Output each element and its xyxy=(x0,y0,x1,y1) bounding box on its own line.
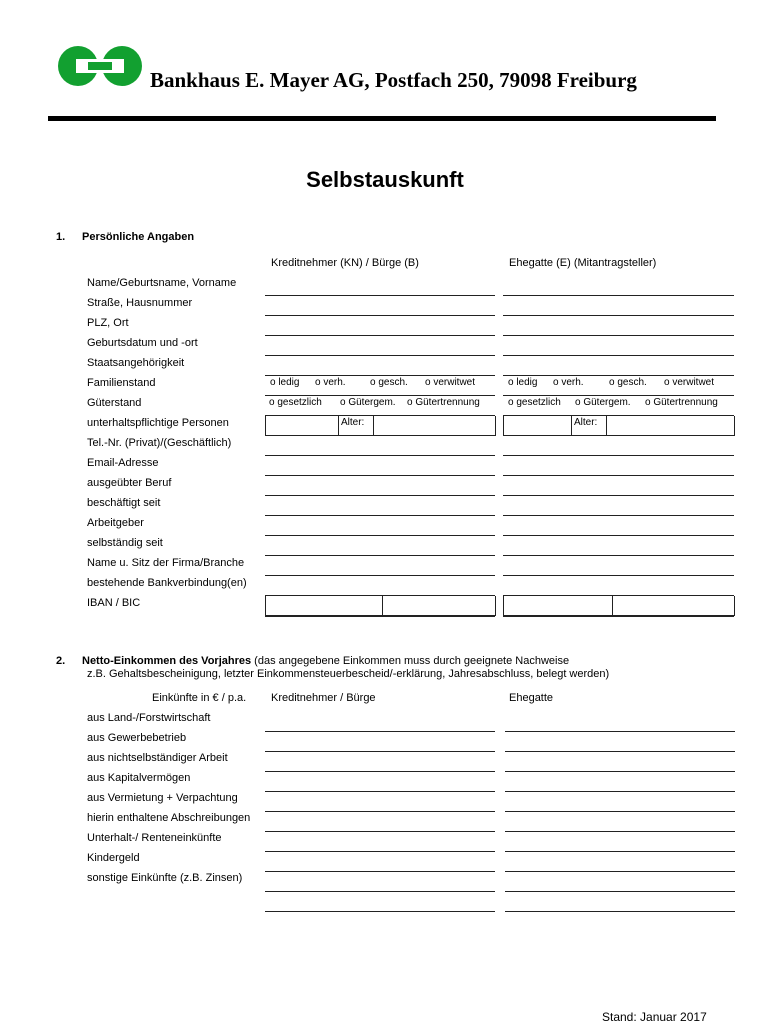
income-input-line-kn[interactable] xyxy=(265,831,495,832)
income-col-kreditnehmer: Kreditnehmer / Bürge xyxy=(271,692,376,704)
income-label: hierin enthaltene Abschreibungen xyxy=(87,812,251,824)
field-label: Name u. Sitz der Firma/Branche xyxy=(87,557,245,569)
bank-logo xyxy=(58,46,142,86)
section2-note-1: (das angegebene Einkommen muss durch geeignete Nachweise xyxy=(251,655,570,667)
input-line-e[interactable] xyxy=(503,475,734,476)
income-input-line-e[interactable] xyxy=(505,831,735,832)
alter-box-border xyxy=(373,416,374,436)
income-input-line-e[interactable] xyxy=(505,771,735,772)
section2-number: 2. xyxy=(56,655,66,667)
field-label: Name/Geburtsname, Vorname xyxy=(87,277,237,289)
income-input-line-kn[interactable] xyxy=(265,771,495,772)
field-label: Geburtsdatum und -ort xyxy=(87,337,198,349)
footer-stand: Stand: Januar 2017 xyxy=(602,1010,707,1024)
input-line-e[interactable] xyxy=(503,595,734,596)
income-label: sonstige Einkünfte (z.B. Zinsen) xyxy=(87,872,243,884)
field-label: Tel.-Nr. (Privat)/(Geschäftlich) xyxy=(87,437,232,449)
input-line-kn[interactable] xyxy=(265,435,495,436)
income-input-line-kn[interactable] xyxy=(265,791,495,792)
alter-box-border xyxy=(338,416,339,436)
iban-bottom-line xyxy=(503,616,734,617)
field-label: Güterstand xyxy=(87,397,142,409)
input-line-kn[interactable] xyxy=(265,315,495,316)
col-header-kreditnehmer: Kreditnehmer (KN) / Bürge (B) xyxy=(271,257,419,269)
input-line-kn[interactable] xyxy=(265,355,495,356)
income-input-line-e[interactable] xyxy=(505,731,735,732)
gueterstand-option[interactable]: o Gütergem. xyxy=(575,397,631,408)
gueterstand-option[interactable]: o gesetzlich xyxy=(508,397,561,408)
familienstand-option[interactable]: o ledig xyxy=(508,377,538,388)
gueterstand-option[interactable]: o Gütertrennung xyxy=(645,397,718,408)
income-input-line-kn[interactable] xyxy=(265,751,495,752)
alter-box-border xyxy=(503,416,504,436)
input-line-kn[interactable] xyxy=(265,555,495,556)
familienstand-option[interactable]: o verh. xyxy=(553,377,584,388)
alter-box-border xyxy=(571,416,572,436)
income-input-line-kn[interactable] xyxy=(265,871,495,872)
gueterstand-option[interactable]: o gesetzlich xyxy=(269,397,322,408)
input-line-e[interactable] xyxy=(503,435,734,436)
field-label: bestehende Bankverbindung(en) xyxy=(87,577,247,589)
alter-box-border xyxy=(734,416,735,436)
field-label: IBAN / BIC xyxy=(87,597,141,609)
field-label: selbständig seit xyxy=(87,537,163,549)
gueterstand-option[interactable]: o Gütertrennung xyxy=(407,397,480,408)
input-line-e[interactable] xyxy=(503,455,734,456)
input-line-e[interactable] xyxy=(503,495,734,496)
alter-box-border xyxy=(606,416,607,436)
income-input-line-e[interactable] xyxy=(505,911,735,912)
income-label: aus nichtselbständiger Arbeit xyxy=(87,752,228,764)
familienstand-option[interactable]: o gesch. xyxy=(609,377,647,388)
gueterstand-option[interactable]: o Gütergem. xyxy=(340,397,396,408)
field-label: Straße, Hausnummer xyxy=(87,297,193,309)
field-label: PLZ, Ort xyxy=(87,317,129,329)
bank-address: Bankhaus E. Mayer AG, Postfach 250, 79098 Freiburg xyxy=(150,68,637,92)
familienstand-option[interactable]: o verwitwet xyxy=(425,377,476,388)
field-label: Email-Adresse xyxy=(87,457,159,469)
iban-cell-divider xyxy=(495,596,496,616)
input-line-kn[interactable] xyxy=(265,415,495,416)
familienstand-option[interactable]: o gesch. xyxy=(370,377,408,388)
income-input-line-kn[interactable] xyxy=(265,891,495,892)
iban-cell-divider xyxy=(503,596,504,616)
section2-heading-line xyxy=(82,655,569,667)
section2-heading: Netto-Einkommen des Vorjahres xyxy=(82,655,252,667)
income-col-ehegatte: Ehegatte xyxy=(509,692,554,704)
input-line-e[interactable] xyxy=(503,315,734,316)
input-line-e[interactable] xyxy=(503,295,734,296)
input-line-kn[interactable] xyxy=(265,375,495,376)
header-divider xyxy=(48,116,716,121)
iban-cell-divider xyxy=(265,596,266,616)
income-input-line-e[interactable] xyxy=(505,751,735,752)
iban-cell-divider xyxy=(734,596,735,616)
income-input-line-e[interactable] xyxy=(505,791,735,792)
alter-label: Alter: xyxy=(574,417,598,428)
alter-label: Alter: xyxy=(341,417,365,428)
income-label: aus Land-/Forstwirtschaft xyxy=(87,712,211,724)
field-label: beschäftigt seit xyxy=(87,497,161,509)
input-line-e[interactable] xyxy=(503,415,734,416)
field-label: ausgeübter Beruf xyxy=(87,477,172,489)
col-header-ehegatte: Ehegatte (E) (Mitantragsteller) xyxy=(509,257,657,269)
income-input-line-e[interactable] xyxy=(505,851,735,852)
input-line-kn[interactable] xyxy=(265,515,495,516)
input-line-e[interactable] xyxy=(503,395,734,396)
field-label: unterhaltspflichtige Personen xyxy=(87,417,229,429)
page-title: Selbstauskunft xyxy=(306,167,464,192)
income-label: aus Gewerbebetrieb xyxy=(87,732,187,744)
income-input-line-kn[interactable] xyxy=(265,731,495,732)
input-line-e[interactable] xyxy=(503,535,734,536)
section1-heading: Persönliche Angaben xyxy=(82,231,195,243)
familienstand-option[interactable]: o ledig xyxy=(270,377,300,388)
iban-bottom-line xyxy=(265,616,495,617)
input-line-e[interactable] xyxy=(503,515,734,516)
field-label: Arbeitgeber xyxy=(87,517,144,529)
income-input-line-kn[interactable] xyxy=(265,811,495,812)
field-label: Familienstand xyxy=(87,377,156,389)
input-line-kn[interactable] xyxy=(265,475,495,476)
income-label: Kindergeld xyxy=(87,852,140,864)
input-line-e[interactable] xyxy=(503,575,734,576)
iban-cell-divider xyxy=(612,596,613,616)
income-input-line-e[interactable] xyxy=(505,891,735,892)
income-label: aus Vermietung + Verpachtung xyxy=(87,792,238,804)
familienstand-option[interactable]: o verwitwet xyxy=(664,377,715,388)
alter-box-border xyxy=(265,416,266,436)
input-line-e[interactable] xyxy=(503,335,734,336)
income-input-line-kn[interactable] xyxy=(265,911,495,912)
input-line-kn[interactable] xyxy=(265,455,495,456)
income-input-line-e[interactable] xyxy=(505,871,735,872)
input-line-e[interactable] xyxy=(503,355,734,356)
income-input-line-kn[interactable] xyxy=(265,851,495,852)
input-line-kn[interactable] xyxy=(265,595,495,596)
input-line-kn[interactable] xyxy=(265,395,495,396)
section2-note-2: z.B. Gehaltsbescheinigung, letzter Einkommensteuerbescheid/-erklärung, Jahresabschluss, belegt werden) xyxy=(87,668,610,680)
income-label: Unterhalt-/ Renteneinkünfte xyxy=(87,832,222,844)
field-label: Staatsangehörigkeit xyxy=(87,357,185,369)
income-label: aus Kapitalvermögen xyxy=(87,772,191,784)
input-line-kn[interactable] xyxy=(265,535,495,536)
input-line-kn[interactable] xyxy=(265,335,495,336)
input-line-e[interactable] xyxy=(503,375,734,376)
input-line-kn[interactable] xyxy=(265,495,495,496)
section1-number: 1. xyxy=(56,231,66,243)
income-col-label: Einkünfte in € / p.a. xyxy=(152,692,247,704)
income-input-line-e[interactable] xyxy=(505,811,735,812)
input-line-e[interactable] xyxy=(503,555,734,556)
alter-box-border xyxy=(495,416,496,436)
iban-cell-divider xyxy=(382,596,383,616)
familienstand-option[interactable]: o verh. xyxy=(315,377,346,388)
input-line-kn[interactable] xyxy=(265,575,495,576)
input-line-kn[interactable] xyxy=(265,295,495,296)
